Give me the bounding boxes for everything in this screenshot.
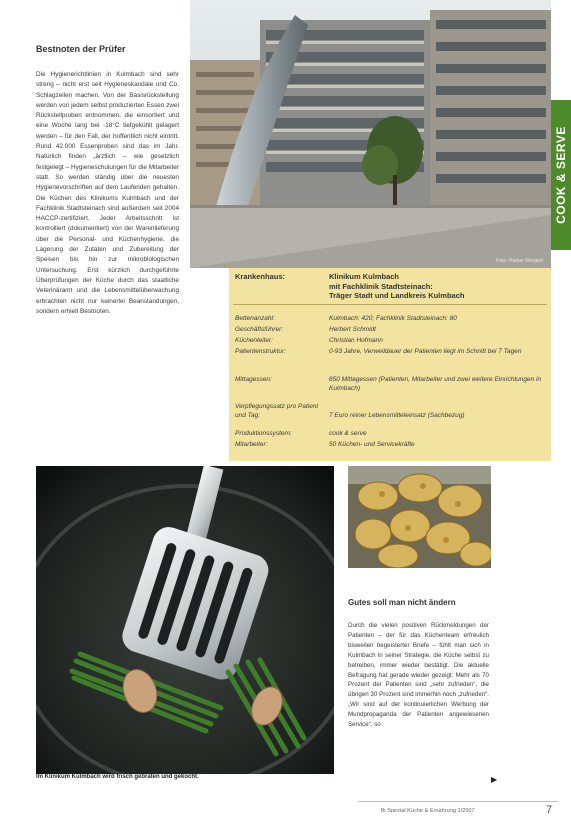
section-tab [551, 100, 571, 250]
info-value: Herbert Schmidt [329, 326, 376, 333]
fried-food-image [348, 466, 491, 568]
info-label: Mitarbeiter: [235, 441, 268, 448]
info-label: Geschäftsführer: [235, 326, 284, 333]
info-value: 650 Mittagessen (Patienten, Mitarbeiter und zwei weitere Einrichtungen in Kulmbach) [329, 376, 542, 392]
hospital-info-box [229, 268, 551, 461]
article-body-right: Durch die vielen positiven Rückmeldungen der Patienten – der für das Küchenteam erfreulich bisweilen begeisterter Briefe – fühlt man sich in Kulmbach in seiner Strategie, die Küche selbst zu betreiben, immer wieder bestätigt. Die aktuelle Befragung hat gerade wieder gezeigt: Mehr als 70 Prozent der Patienten sind „sehr zufrieden“, die übrigen 30 Prozent sind immerhin noch „zufrieden“. „Wir sind auf der kontinuierlichen Werbung der Mundpropaganda der Patienten angewiesenen Service“, so [348, 622, 489, 729]
info-value: 50 Küchen- und Servicekräfte [329, 441, 415, 448]
info-value: cook & serve [329, 430, 367, 437]
info-label: Verpflegungssatz pro Patient und Tag: [235, 403, 319, 419]
footer-divider [358, 801, 558, 802]
hospital-building-image [190, 0, 551, 268]
info-label: Bettenanzahl: [235, 315, 275, 322]
photo-caption: Im Klinikum Kulmbach wird frisch gebraten und gekocht. [36, 774, 199, 780]
section-tab-label: COOK & SERVE [554, 126, 568, 224]
info-label: Küchenleiter: [235, 337, 273, 344]
footer-publication: fb Spezial Küche & Ernährung 1/2007 [381, 808, 475, 814]
info-header-label: Krankenhaus: [235, 272, 286, 281]
section-heading: Gutes soll man nicht ändern [348, 598, 456, 607]
info-value: Kulmbach: 420; Fachklinik Stadtsteinach: 80 [329, 315, 457, 322]
info-value: 7 Euro reiner Lebensmitteleinsatz (Sachbezug) [329, 412, 465, 419]
info-value: 0-93 Jahre, Verweildauer der Patienten liegt im Schnitt bei 7 Tagen [329, 348, 522, 355]
info-label: Patientenstruktur: [235, 348, 286, 355]
section-heading: Bestnoten der Prüfer [36, 44, 126, 54]
fried-food-photo [348, 466, 491, 568]
info-label: Mittagessen: [235, 376, 272, 383]
pan-cooking-photo [36, 466, 334, 774]
info-value: Christian Hofmann [329, 337, 383, 344]
info-header-line: Träger Stadt und Landkreis Kulmbach [329, 291, 465, 300]
info-label: Produktionssystem: [235, 430, 292, 437]
continue-arrow-icon: ▶ [491, 775, 498, 784]
article-body-left: Die Hygienerichtlinien in Kulmbach sind sehr streng – nicht erst seit Hygieneskandale und Co. Schlagzeilen machen. Von der Basisrückstellung werden von jedem selbst produzierten Essen zwei Rückstellproben entnommen, die einsortiert und eine Woche lang bei -18°C tiefgekühlt gelagert werden – für den Fall, der hoffentlich nicht eintritt. Rund 42.000 Essenproben sind das im Jahr. Natürlich finden „ärztlich – wie gesetzlich festgelegt – Hygieneschulungen für die Mitarbeiter statt. So werden ständig über die neuesten Hygienevorschriften auf dem Laufenden gehalten. Die Küchen des Klinikums Kulmbach und der Fachklinik Stadtsteinach sind außerdem seit 2004 HACCP-zertifiziert. Jeder Arbeitsschritt ist kontrolliert (dokumentiert) von der Warenlieferung über die Personal- und Küchenhygiene, die Lagerung der Zutaten und Zubereitung der Speisen bis hin zur mikrobiologischen Untersuchung. Erst kürzlich durchgeführte Überprüfungen der Küche durch das staatliche Veterinäramt und die Lebensmittelüberwachung erbrachten nicht nur keinerlei Beanstandungen, sondern erhielt Bestnoten. [36, 71, 179, 315]
photo-credit: Foto: Rainer Rengert [496, 258, 543, 264]
page-number: 7 [546, 804, 553, 816]
pan-cooking-image [36, 466, 334, 774]
divider [233, 304, 547, 305]
info-header-line: mit Fachklinik Stadtsteinach: [329, 281, 433, 291]
info-header-line: Klinikum Kulmbach [329, 272, 400, 281]
hospital-building-photo [190, 0, 551, 268]
